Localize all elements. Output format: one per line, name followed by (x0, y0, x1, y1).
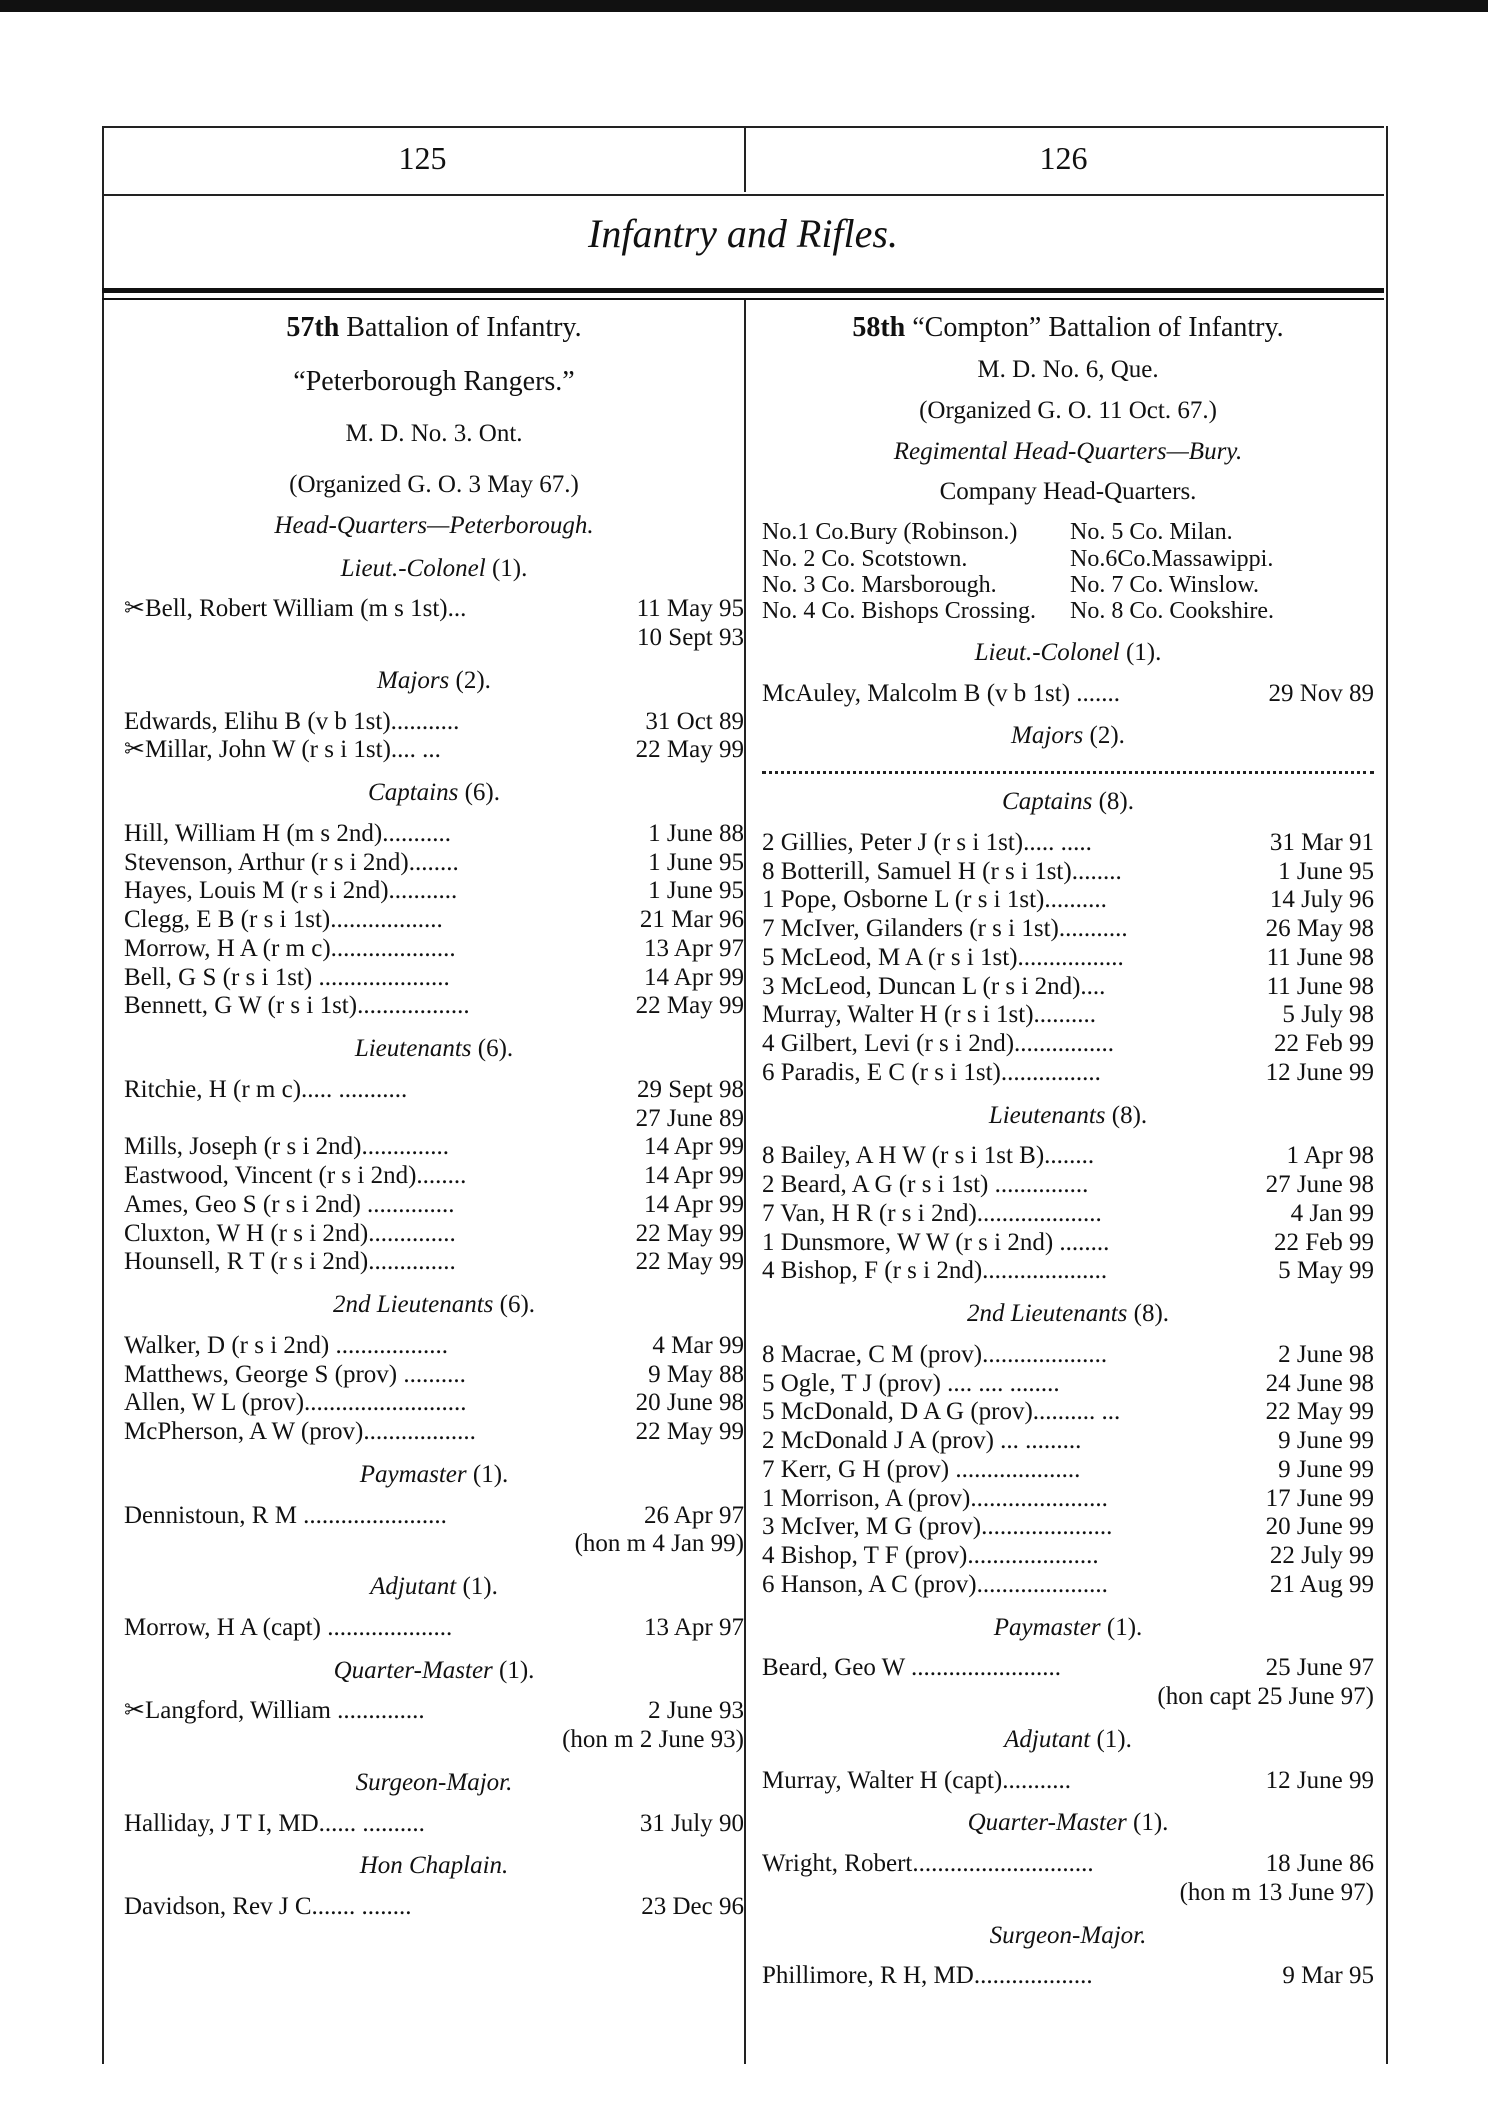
right-section-label: Adjutant (1004, 1725, 1091, 1753)
left-entry-row (124, 1418, 744, 1447)
left-entry-name: Ritchie, H (r m c)..... ........... (124, 1075, 408, 1103)
left-entry-name: Allen, W L (prov).......................... (124, 1389, 467, 1417)
right-entry-row (762, 1485, 1374, 1514)
left-section-count: (1). (472, 1460, 509, 1488)
right-entry-date: 14 July 96 (1269, 886, 1374, 914)
right-entry-date: 11 June 98 (1266, 972, 1374, 1000)
left-entry-date: 2 June 93 (648, 1697, 744, 1725)
column-divider (744, 300, 746, 2064)
right-entry-row (762, 1001, 1374, 1030)
right-section-heading (762, 639, 1374, 668)
right-section-heading (762, 1922, 1374, 1951)
right-entry-row (762, 1398, 1374, 1427)
right-entry-row (762, 944, 1374, 973)
left-entry-name: ✂Langford, William .............. (124, 1697, 425, 1725)
right-battalion-name: “Compton” Battalion of Infantry. (912, 312, 1284, 343)
right-section-count: (2). (1089, 722, 1125, 750)
section-heading: Infantry and Rifles. (588, 211, 898, 256)
left-section-heading (124, 1461, 744, 1490)
left-entry-row (124, 849, 744, 878)
left-entry-row (124, 1810, 744, 1839)
right-vacant-dots (762, 763, 1374, 774)
left-entry-row (124, 1332, 744, 1361)
left-organized: (Organized G. O. 3 May 67.) (289, 471, 579, 499)
right-entry-row (762, 1171, 1374, 1200)
left-entry-name: Matthews, George S (prov) .......... (124, 1360, 466, 1388)
left-entry-row (124, 992, 744, 1021)
left-entry-date: 31 July 90 (639, 1809, 744, 1837)
right-section-heading (762, 1614, 1374, 1643)
left-section-label: Quarter-Master (333, 1656, 493, 1684)
left-entry-name: Hayes, Louis M (r s i 2nd)........... (124, 877, 458, 905)
right-entry-name: 2 Gillies, Peter J (r s i 1st)..... ..... (762, 828, 1092, 856)
right-entry-row (762, 1257, 1374, 1286)
right-section-label: Quarter-Master (967, 1809, 1127, 1837)
right-entry-date: 22 July 99 (1269, 1542, 1374, 1569)
left-section-label: Adjutant (370, 1573, 457, 1601)
right-entry-date: 12 June 99 (1265, 1766, 1374, 1794)
page-number-right: 126 (1039, 140, 1088, 176)
left-section-count: (2). (455, 666, 491, 694)
right-entry-date: 31 Mar 91 (1269, 828, 1374, 856)
left-entry-name: Ames, Geo S (r s i 2nd) .............. (124, 1190, 455, 1218)
left-section-count: (6). (499, 1291, 536, 1319)
left-section-count: (6). (464, 779, 500, 807)
left-entry-name: Morrow, H A (capt) .................... (124, 1613, 453, 1641)
left-military-district: M. D. No. 3. Ont. (345, 420, 523, 448)
left-entry-name: Halliday, J T I, MD...... .......... (124, 1809, 425, 1837)
left-entry-row (124, 1220, 744, 1249)
left-entry-row (124, 1893, 744, 1922)
left-entry-date: 1 June 95 (648, 877, 744, 905)
right-entry-row (762, 829, 1374, 858)
left-entry-name: Edwards, Elihu B (v b 1st)........... (124, 707, 460, 735)
right-entry-name: 5 Ogle, T J (prov) .... .... ........ (762, 1369, 1060, 1397)
left-section-label: Lieutenants (354, 1035, 472, 1063)
right-battalion-title (762, 312, 1374, 344)
right-entry-name: 8 Bailey, A H W (r s i 1st B)........ (762, 1142, 1095, 1170)
right-section-count: (1). (1096, 1725, 1132, 1753)
company-hq-item: No.6Co.Massawippi. (1070, 545, 1274, 572)
left-section-label: 2nd Lieutenants (332, 1291, 494, 1319)
right-entry-row (762, 915, 1374, 944)
left-entry-row (124, 1361, 744, 1390)
left-entry-date: 13 Apr 97 (644, 934, 744, 962)
left-entry-date: 21 Mar 96 (639, 906, 744, 934)
right-entry-row (762, 1513, 1374, 1542)
left-headquarters: Head-Quarters—Peterborough. (274, 511, 594, 539)
left-section-label: Majors (377, 666, 450, 694)
heading-rule-thin (102, 298, 1384, 300)
right-entry-row (762, 1427, 1374, 1456)
left-entry-date: 26 Apr 97 (644, 1501, 744, 1529)
right-entry-date: 4 Jan 99 (1290, 1199, 1374, 1227)
right-entry-date: 9 June 99 (1278, 1455, 1374, 1483)
right-section-count: (8). (1098, 788, 1134, 815)
left-entry-date: 4 Mar 99 (652, 1331, 744, 1359)
left-entry-name: Cluxton, W H (r s i 2nd).............. (124, 1219, 456, 1247)
left-section-label: Lieut.-Colonel (340, 554, 486, 582)
left-entry-date: 22 May 99 (635, 1219, 744, 1247)
right-entry-row (762, 1059, 1374, 1088)
heading-rule-thick (102, 288, 1384, 293)
left-entry-date: 14 Apr 99 (644, 1162, 744, 1190)
left-entry-row (124, 1248, 744, 1277)
left-entry-date: 29 Sept 98 (637, 1075, 744, 1103)
right-section-count: (1). (1125, 638, 1162, 666)
right-entry-row (762, 1456, 1374, 1485)
right-military-district: M. D. No. 6, Que. (977, 356, 1159, 384)
left-battalion-name: Battalion of Infantry. (346, 312, 582, 343)
left-entry-name: Stevenson, Arthur (r s i 2nd)........ (124, 848, 459, 876)
right-entry-name: 7 Van, H R (r s i 2nd).................... (762, 1199, 1102, 1227)
right-section-label: Majors (1011, 722, 1084, 750)
right-section-count: (1). (1133, 1809, 1169, 1837)
left-entry-date: 11 May 95 (636, 595, 744, 623)
left-battalion-title (124, 312, 744, 344)
right-entry-name: McAuley, Malcolm B (v b 1st) ....... (762, 679, 1121, 707)
company-hq-item: No. 3 Co. Marsborough. (762, 571, 997, 598)
page-number-divider (744, 126, 746, 192)
right-section-count: (8). (1111, 1101, 1148, 1129)
right-entry-name: Wright, Robert............................. (762, 1850, 1094, 1877)
right-entry-name: 2 McDonald J A (prov) ... ......... (762, 1427, 1082, 1454)
left-section-heading (124, 1657, 744, 1686)
left-entry-note: 27 June 89 (635, 1104, 744, 1132)
right-entry-name: 1 Dunsmore, W W (r s i 2nd) ........ (762, 1228, 1110, 1256)
right-entry-date: 17 June 99 (1265, 1484, 1374, 1512)
left-entry-date: 31 Oct 89 (645, 707, 744, 735)
right-entry-row (762, 1200, 1374, 1229)
left-sections (124, 555, 744, 1922)
right-entry-name: Phillimore, R H, MD................... (762, 1962, 1093, 1990)
right-entry-row (762, 1571, 1374, 1600)
left-entry-row (124, 1697, 744, 1726)
left-battalion-subtitle: “Peterborough Rangers.” (293, 366, 575, 398)
right-entry-date: 25 June 97 (1265, 1654, 1374, 1682)
left-entry-date: 22 May 99 (635, 1248, 744, 1276)
company-hq-item: No. 5 Co. Milan. (1070, 519, 1233, 546)
right-entry-name: 1 Pope, Osborne L (r s i 1st).......... (762, 886, 1107, 914)
left-section-heading (124, 779, 744, 808)
left-entry-row (124, 1502, 744, 1531)
left-section-heading (124, 1769, 744, 1798)
right-entry-date: 5 July 98 (1282, 1001, 1374, 1029)
right-entry-name: 5 McLeod, M A (r s i 1st)................. (762, 943, 1124, 971)
left-entry-name: Walker, D (r s i 2nd) .................. (124, 1331, 449, 1359)
right-entry-date: 18 June 86 (1265, 1850, 1374, 1877)
left-entry-date: 22 May 99 (635, 992, 744, 1020)
right-entry-name: 8 Botterill, Samuel H (r s i 1st)........ (762, 857, 1122, 885)
left-entry-name: Bennett, G W (r s i 1st).................. (124, 992, 470, 1020)
left-entry-date: 20 June 98 (635, 1389, 744, 1417)
left-section-label: Paymaster (359, 1460, 467, 1488)
right-entry-date: 11 June 98 (1266, 943, 1374, 971)
right-regimental-hq: Regimental Head-Quarters—Bury. (893, 437, 1243, 465)
scan-top-border (0, 0, 1488, 12)
left-entry-name: ✂Millar, John W (r s i 1st).... ... (124, 736, 441, 764)
right-entry-date: 1 June 95 (1278, 857, 1374, 885)
left-entry-row (124, 877, 744, 906)
right-entry-name: Murray, Walter H (r s i 1st).......... (762, 1001, 1097, 1029)
left-section-heading (124, 1573, 744, 1602)
left-entry-date: 1 June 88 (648, 819, 744, 847)
left-entry-row (124, 964, 744, 993)
company-hq-item: No. 8 Co. Cookshire. (1070, 598, 1274, 625)
right-section-heading (762, 1809, 1374, 1838)
left-section-heading (124, 1291, 744, 1320)
left-section-label: Captains (368, 779, 459, 807)
right-entry-name: Beard, Geo W ........................ (762, 1654, 1062, 1682)
right-entry-row (762, 680, 1374, 709)
right-section-label: Captains (1002, 788, 1093, 815)
left-entry-note: 10 Sept 93 (637, 624, 744, 652)
left-entry-row (124, 906, 744, 935)
left-entry-date: 14 Apr 99 (644, 1190, 744, 1218)
left-entry-row (124, 935, 744, 964)
right-section-heading (762, 1300, 1374, 1329)
right-entry-note: (hon capt 25 June 97) (1157, 1683, 1374, 1710)
right-section-heading (762, 788, 1374, 817)
right-entry-row (762, 858, 1374, 887)
right-section-label: 2nd Lieutenants (966, 1300, 1128, 1327)
left-entry-row (124, 1076, 744, 1105)
left-entry-note: (hon m 2 June 93) (562, 1726, 744, 1754)
right-entry-row (762, 973, 1374, 1002)
left-entry-row (124, 595, 744, 624)
right-entry-name: 4 Gilbert, Levi (r s i 2nd)................ (762, 1030, 1115, 1057)
left-entry-note: (hon m 4 Jan 99) (574, 1530, 744, 1558)
right-sections (762, 639, 1374, 1991)
left-entry-row (124, 1162, 744, 1191)
right-organized: (Organized G. O. 11 Oct. 67.) (919, 396, 1217, 424)
right-entry-date: 22 May 99 (1265, 1398, 1374, 1426)
left-section-heading (124, 1852, 744, 1881)
right-section-count: (8). (1133, 1300, 1170, 1327)
left-entry-row (124, 1614, 744, 1643)
right-entry-date: 29 Nov 89 (1268, 679, 1374, 707)
left-entry-name: Davidson, Rev J C....... ........ (124, 1893, 412, 1921)
company-hq-item: No. 2 Co. Scotstown. (762, 545, 968, 572)
right-section-label: Surgeon-Major. (989, 1921, 1147, 1949)
right-entry-date: 27 June 98 (1265, 1171, 1374, 1198)
company-hq-item: No. 7 Co. Winslow. (1070, 571, 1260, 598)
left-section-heading (124, 667, 744, 696)
right-entry-row (762, 1030, 1374, 1059)
right-entry-date: 24 June 98 (1265, 1369, 1374, 1397)
right-section-heading (762, 1102, 1374, 1131)
left-section-count: (6). (477, 1035, 514, 1063)
right-section-heading (762, 722, 1374, 751)
right-entry-row (762, 1142, 1374, 1171)
left-entry-row (124, 1191, 744, 1220)
left-entry-date: 1 June 95 (648, 848, 744, 876)
right-entry-row (762, 1962, 1374, 1991)
left-entry-row (124, 708, 744, 737)
right-entry-name: 3 McIver, M G (prov)..................... (762, 1513, 1113, 1541)
left-entry-row (124, 736, 744, 765)
left-section-label: Surgeon-Major. (355, 1768, 513, 1796)
right-entry-name: Murray, Walter H (capt)........... (762, 1766, 1071, 1794)
right-entry-name: 6 Paradis, E C (r s i 1st)................ (762, 1058, 1101, 1086)
right-entry-row (762, 1767, 1374, 1796)
right-entry-row (762, 1542, 1374, 1571)
right-section-heading (762, 1726, 1374, 1755)
company-list (762, 519, 1374, 625)
right-entry-row (762, 1341, 1374, 1370)
right-entry-name: 6 Hanson, A C (prov)..................... (762, 1570, 1108, 1598)
right-entry-name: 1 Morrison, A (prov)...................... (762, 1484, 1108, 1512)
left-entry-date: 22 May 99 (635, 1418, 744, 1446)
right-entry-note: (hon m 13 June 97) (1179, 1878, 1374, 1906)
left-entry-name: Eastwood, Vincent (r s i 2nd)........ (124, 1162, 467, 1190)
left-section-label: Hon Chaplain. (359, 1852, 509, 1880)
right-section-label: Lieutenants (988, 1101, 1106, 1129)
right-entry-name: 5 McDonald, D A G (prov).......... ... (762, 1398, 1121, 1426)
right-entry-date: 12 June 99 (1265, 1058, 1374, 1086)
left-section-heading (124, 555, 744, 584)
page-number-left: 125 (398, 140, 447, 176)
left-entry-date: 22 May 99 (635, 736, 744, 764)
company-hq-item: No. 4 Co. Bishops Crossing. (762, 598, 1037, 625)
left-section-heading (124, 1035, 744, 1064)
right-entry-date: 26 May 98 (1265, 915, 1374, 942)
left-entry-row (124, 1389, 744, 1418)
right-entry-row (762, 1370, 1374, 1399)
right-entry-name: 8 Macrae, C M (prov).................... (762, 1340, 1108, 1368)
right-entry-name: 7 Kerr, G H (prov) .................... (762, 1455, 1081, 1483)
left-entry-name: Hill, William H (m s 2nd)........... (124, 819, 451, 847)
right-entry-date: 2 June 98 (1278, 1340, 1374, 1368)
left-entry-name: ✂Bell, Robert William (m s 1st)... (124, 595, 467, 623)
right-section-label: Paymaster (993, 1613, 1101, 1641)
right-entry-name: 2 Beard, A G (r s i 1st) ............... (762, 1171, 1089, 1198)
right-entry-date: 22 Feb 99 (1274, 1228, 1374, 1256)
left-entry-date: 9 May 88 (648, 1360, 744, 1388)
right-entry-date: 20 June 99 (1265, 1513, 1374, 1541)
right-entry-row (762, 1229, 1374, 1258)
left-section-count: (1). (462, 1573, 498, 1601)
right-section-count: (1). (1106, 1613, 1143, 1641)
right-section-label: Lieut.-Colonel (974, 638, 1120, 666)
left-entry-name: Mills, Joseph (r s i 2nd).............. (124, 1133, 449, 1161)
right-entry-name: 7 McIver, Gilanders (r s i 1st)........... (762, 915, 1128, 942)
page-number-row (102, 126, 1384, 196)
right-battalion-number: 58th (852, 312, 906, 343)
right-entry-name: 4 Bishop, T F (prov)..................... (762, 1542, 1099, 1569)
right-column (762, 312, 1374, 1991)
right-entry-date: 22 Feb 99 (1274, 1030, 1374, 1057)
right-entry-row (762, 1654, 1374, 1683)
right-entry-date: 5 May 99 (1278, 1257, 1374, 1285)
left-entry-name: Hounsell, R T (r s i 2nd).............. (124, 1248, 456, 1276)
right-entry-date: 21 Aug 99 (1269, 1570, 1374, 1598)
right-entry-date: 9 June 99 (1278, 1427, 1374, 1454)
left-battalion-number: 57th (286, 312, 340, 343)
left-entry-date: 14 Apr 99 (644, 1133, 744, 1161)
left-entry-row (124, 820, 744, 849)
right-entry-date: 9 Mar 95 (1282, 1962, 1374, 1990)
left-section-count: (1). (491, 554, 528, 582)
left-section-count: (1). (499, 1656, 535, 1684)
left-entry-name: Morrow, H A (r m c).................... (124, 934, 456, 962)
right-entry-name: 3 McLeod, Duncan L (r s i 2nd).... (762, 972, 1106, 1000)
right-entry-date: 1 Apr 98 (1286, 1142, 1374, 1170)
left-column (124, 312, 744, 1922)
left-entry-row (124, 1133, 744, 1162)
left-entry-date: 23 Dec 96 (641, 1893, 744, 1921)
left-entry-name: Dennistoun, R M ....................... (124, 1501, 447, 1529)
right-company-hq-title: Company Head-Quarters. (939, 478, 1197, 506)
left-entry-date: 14 Apr 99 (644, 963, 744, 991)
right-entry-name: 4 Bishop, F (r s i 2nd).................... (762, 1257, 1108, 1285)
left-entry-name: Bell, G S (r s i 1st) ..................... (124, 963, 450, 991)
left-entry-name: McPherson, A W (prov).................. (124, 1418, 476, 1446)
left-entry-name: Clegg, E B (r s i 1st).................. (124, 906, 443, 934)
right-entry-row (762, 1850, 1374, 1879)
company-hq-item: No.1 Co.Bury (Robinson.) (762, 519, 1018, 546)
left-entry-date: 13 Apr 97 (644, 1613, 744, 1641)
right-entry-row (762, 886, 1374, 915)
